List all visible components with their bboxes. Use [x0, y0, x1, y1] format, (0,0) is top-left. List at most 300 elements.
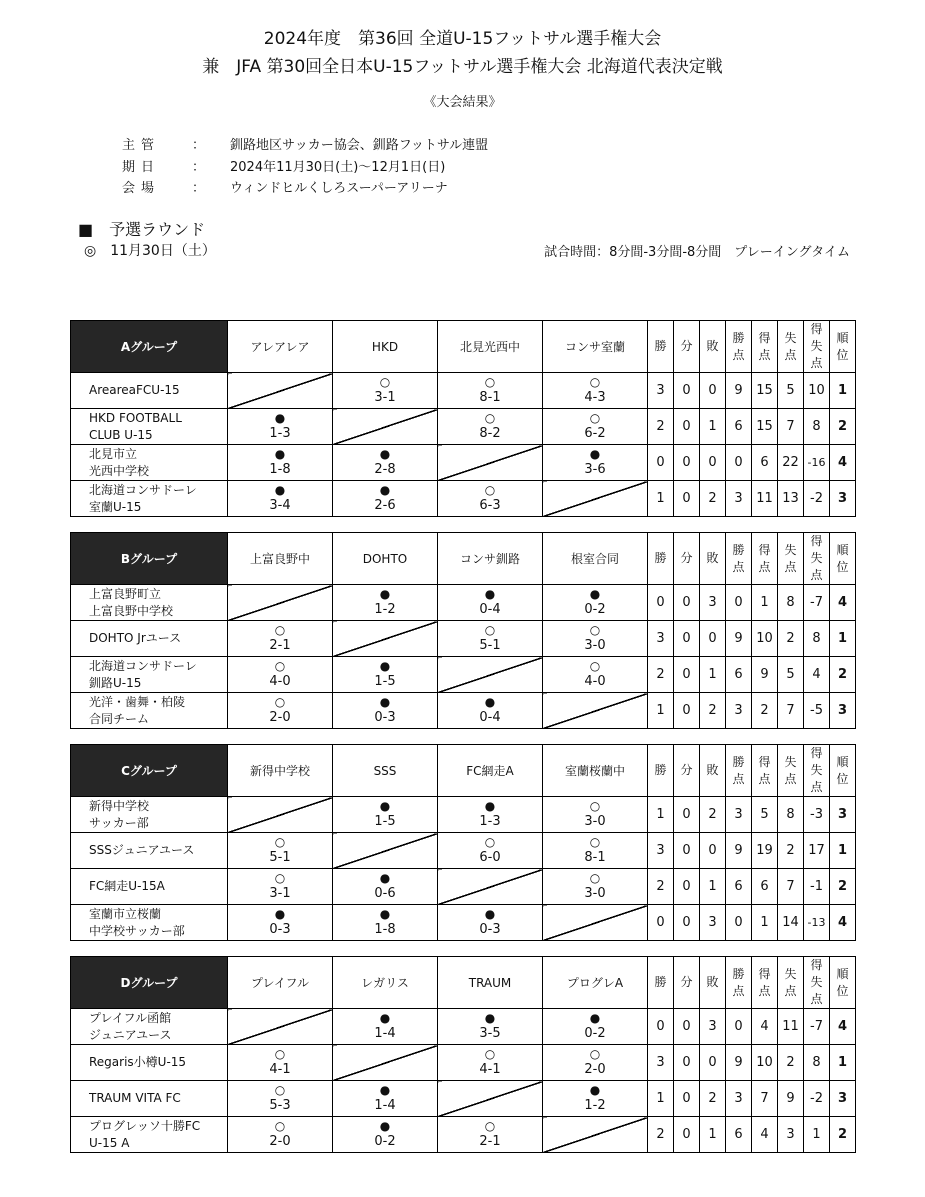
match-score: 5-3 — [269, 1098, 291, 1113]
stat-losses: 2 — [700, 797, 726, 833]
stat-draws: 0 — [674, 833, 700, 869]
stat-header-char: 点 — [784, 559, 797, 574]
match-score: 2-1 — [269, 638, 291, 653]
team-row — [71, 373, 856, 409]
stat-draws: 0 — [674, 657, 700, 693]
info-organizer — [122, 134, 488, 154]
match-result — [228, 481, 333, 517]
match-score: 1-2 — [374, 602, 396, 617]
match-result — [543, 657, 648, 693]
team-row — [71, 905, 856, 941]
match-result — [543, 833, 648, 869]
stat-losses: 1 — [700, 657, 726, 693]
stat-goals-against: 5 — [778, 373, 804, 409]
self-match-cell — [228, 585, 333, 621]
stat-header-gd — [804, 321, 830, 373]
team-name — [71, 905, 228, 941]
win-mark-icon: ○ — [274, 695, 286, 709]
match-score: 8-1 — [584, 850, 606, 865]
stat-header-char: 勝 — [732, 542, 745, 557]
team-name — [71, 797, 228, 833]
stat-header-char: 点 — [810, 992, 823, 1006]
win-mark-icon: ○ — [589, 799, 601, 813]
win-mark-icon: ○ — [589, 835, 601, 849]
stat-goals-against: 7 — [778, 693, 804, 729]
stat-wins: 1 — [648, 1081, 674, 1117]
match-result — [228, 445, 333, 481]
match-result — [438, 409, 543, 445]
match-score: 3-5 — [479, 1026, 501, 1041]
match-score: 2-1 — [479, 1134, 501, 1149]
stat-header-char: 得 — [810, 746, 823, 760]
win-mark-icon: ○ — [589, 659, 601, 673]
team-name — [71, 657, 228, 693]
loss-mark-icon: ● — [379, 1011, 391, 1025]
results-subtitle: 《大会結果》 — [423, 95, 502, 110]
stat-goal-difference: 8 — [804, 409, 830, 445]
loss-mark-icon: ● — [379, 483, 391, 497]
stat-header-points — [726, 321, 752, 373]
match-score: 2-0 — [584, 1062, 606, 1077]
stat-header-char: 得 — [810, 958, 823, 972]
stat-losses: 1 — [700, 409, 726, 445]
stat-points: 6 — [726, 869, 752, 905]
stat-header-draw: 分 — [674, 321, 700, 373]
stat-draws: 0 — [674, 409, 700, 445]
team-name-line: U-15 A — [89, 1135, 130, 1150]
stat-rank: 3 — [830, 797, 856, 833]
stat-goals-against: 7 — [778, 409, 804, 445]
match-result — [228, 621, 333, 657]
stat-wins: 2 — [648, 657, 674, 693]
opponent-header: コンサ釧路 — [438, 533, 543, 585]
stat-header-char: 点 — [732, 771, 745, 786]
stat-draws: 0 — [674, 1081, 700, 1117]
match-result — [438, 621, 543, 657]
self-match-cell — [543, 905, 648, 941]
match-score: 2-8 — [374, 462, 396, 477]
match-result — [543, 1009, 648, 1045]
stat-points: 9 — [726, 833, 752, 869]
stat-header-char: 点 — [758, 771, 771, 786]
stat-header-char: 位 — [836, 347, 849, 362]
team-name-line: 上富良野中学校 — [89, 603, 174, 618]
stat-wins: 0 — [648, 1009, 674, 1045]
match-result — [228, 1045, 333, 1081]
match-result — [543, 1081, 648, 1117]
win-mark-icon: ○ — [589, 411, 601, 425]
team-row — [71, 797, 856, 833]
info-value: 釧路地区サッカー協会、釧路フットサル連盟 — [230, 138, 489, 153]
stat-header-ga — [778, 533, 804, 585]
stat-draws: 0 — [674, 585, 700, 621]
self-match-cell — [438, 445, 543, 481]
stat-points: 3 — [726, 693, 752, 729]
win-mark-icon: ○ — [484, 835, 496, 849]
stat-goals-for: 11 — [752, 481, 778, 517]
stat-goals-for: 15 — [752, 409, 778, 445]
stat-wins: 3 — [648, 621, 674, 657]
stat-draws: 0 — [674, 797, 700, 833]
match-result — [333, 657, 438, 693]
opponent-header: 北見光西中 — [438, 321, 543, 373]
team-name-line: 釧路U-15 — [89, 675, 142, 690]
stat-header-char: 得 — [758, 754, 771, 769]
stat-header-char: 失 — [784, 542, 797, 557]
stat-losses: 0 — [700, 445, 726, 481]
stat-goal-difference: -7 — [804, 585, 830, 621]
group-table-c — [70, 744, 856, 941]
stat-rank: 3 — [830, 481, 856, 517]
stat-header-rank — [830, 957, 856, 1009]
match-result — [438, 693, 543, 729]
match-score: 3-1 — [269, 886, 291, 901]
match-result — [228, 1081, 333, 1117]
stat-draws: 0 — [674, 481, 700, 517]
match-score: 3-0 — [584, 886, 606, 901]
stat-wins: 1 — [648, 693, 674, 729]
stat-goals-for: 7 — [752, 1081, 778, 1117]
team-name-line: HKD FOOTBALL — [89, 410, 182, 425]
team-name-line: FC網走U-15A — [89, 879, 165, 893]
win-mark-icon: ○ — [274, 1047, 286, 1061]
stat-header-char: 点 — [732, 559, 745, 574]
team-row — [71, 621, 856, 657]
stat-header-gd — [804, 533, 830, 585]
match-score: 0-2 — [584, 1026, 606, 1041]
stat-losses: 0 — [700, 1045, 726, 1081]
match-result — [333, 445, 438, 481]
group-header-row — [71, 745, 856, 797]
match-score: 1-5 — [374, 814, 396, 829]
stat-goal-difference: 10 — [804, 373, 830, 409]
stat-goals-for: 6 — [752, 445, 778, 481]
team-name — [71, 693, 228, 729]
match-result — [543, 797, 648, 833]
team-name-line: 室蘭U-15 — [89, 499, 142, 514]
group-name: Cグループ — [71, 745, 228, 797]
match-score: 3-4 — [269, 498, 291, 513]
stat-points: 0 — [726, 445, 752, 481]
team-name-line: TRAUM VITA FC — [89, 1091, 181, 1105]
match-score: 0-6 — [374, 886, 396, 901]
match-result — [228, 905, 333, 941]
stat-header-loss: 敗 — [700, 321, 726, 373]
team-name-line: サッカー部 — [89, 815, 149, 830]
self-match-cell — [543, 1117, 648, 1153]
loss-mark-icon: ● — [379, 871, 391, 885]
stat-rank: 4 — [830, 445, 856, 481]
match-result — [543, 1045, 648, 1081]
stat-goal-difference: 4 — [804, 657, 830, 693]
stat-points: 9 — [726, 621, 752, 657]
stat-goals-against: 8 — [778, 585, 804, 621]
match-result — [228, 833, 333, 869]
stat-goals-for: 2 — [752, 693, 778, 729]
stat-header-char: 得 — [810, 534, 823, 548]
stat-header-gf — [752, 745, 778, 797]
loss-mark-icon: ● — [484, 587, 496, 601]
team-name-line: ジュニアユース — [89, 1027, 172, 1042]
stat-header-char: 失 — [784, 966, 797, 981]
group-header-row — [71, 957, 856, 1009]
stat-header-ga — [778, 745, 804, 797]
loss-mark-icon: ● — [379, 907, 391, 921]
group-name: Bグループ — [71, 533, 228, 585]
stat-goals-against: 2 — [778, 833, 804, 869]
stat-header-char: 点 — [784, 983, 797, 998]
stat-goal-difference: -7 — [804, 1009, 830, 1045]
stat-losses: 3 — [700, 1009, 726, 1045]
match-result — [333, 373, 438, 409]
team-name — [71, 869, 228, 905]
group-table-b — [70, 532, 856, 729]
info-colon: ： — [192, 160, 206, 175]
stat-goal-difference: -13 — [804, 905, 830, 941]
win-mark-icon: ○ — [589, 375, 601, 389]
stat-points: 6 — [726, 409, 752, 445]
stat-header-char: 点 — [810, 356, 823, 370]
stat-wins: 1 — [648, 481, 674, 517]
stat-goal-difference: -5 — [804, 693, 830, 729]
stat-header-loss: 敗 — [700, 745, 726, 797]
win-mark-icon: ○ — [484, 1047, 496, 1061]
win-mark-icon: ○ — [484, 375, 496, 389]
match-result — [333, 1009, 438, 1045]
stat-header-char: 勝 — [732, 330, 745, 345]
team-name-line: 新得中学校 — [89, 798, 150, 813]
group-name: Dグループ — [71, 957, 228, 1009]
stat-rank: 4 — [830, 905, 856, 941]
stat-header-char: 失 — [810, 975, 823, 989]
match-score: 4-0 — [584, 674, 606, 689]
info-venue — [122, 177, 448, 197]
match-score: 1-2 — [584, 1098, 606, 1113]
match-result — [438, 585, 543, 621]
stat-goals-against: 2 — [778, 621, 804, 657]
team-name-line: 合同チーム — [89, 711, 150, 726]
win-mark-icon: ○ — [379, 375, 391, 389]
info-label: 主管 — [122, 138, 161, 153]
win-mark-icon: ○ — [274, 1083, 286, 1097]
stat-header-loss: 敗 — [700, 957, 726, 1009]
stat-goals-against: 22 — [778, 445, 804, 481]
stat-rank: 1 — [830, 621, 856, 657]
match-result — [438, 1045, 543, 1081]
win-mark-icon: ○ — [274, 871, 286, 885]
stat-goal-difference: -16 — [804, 445, 830, 481]
stat-header-gf — [752, 533, 778, 585]
stat-goals-for: 10 — [752, 1045, 778, 1081]
stat-goal-difference: 1 — [804, 1117, 830, 1153]
info-colon: ： — [192, 138, 206, 153]
match-result — [438, 833, 543, 869]
match-score: 3-0 — [584, 814, 606, 829]
match-score: 6-3 — [479, 498, 501, 513]
self-match-cell — [333, 409, 438, 445]
team-name-line: 室蘭市立桜蘭 — [89, 906, 162, 921]
stat-header-ga — [778, 321, 804, 373]
stat-header-char: 点 — [784, 771, 797, 786]
stat-header-char: 点 — [810, 568, 823, 582]
team-row — [71, 1081, 856, 1117]
stat-header-char: 点 — [758, 347, 771, 362]
loss-mark-icon: ● — [379, 659, 391, 673]
team-name — [71, 621, 228, 657]
title-line-1: 2024年度 第36回 全道U-15フットサル選手権大会 — [263, 29, 662, 49]
match-score: 1-8 — [374, 922, 396, 937]
stat-goals-against: 9 — [778, 1081, 804, 1117]
opponent-header: FC網走A — [438, 745, 543, 797]
opponent-header: アレアレア — [228, 321, 333, 373]
opponent-header: 新得中学校 — [228, 745, 333, 797]
opponent-header: SSS — [333, 745, 438, 797]
self-match-cell — [438, 1081, 543, 1117]
match-result — [333, 1081, 438, 1117]
match-score: 0-3 — [269, 922, 291, 937]
stat-rank: 2 — [830, 869, 856, 905]
match-score: 6-0 — [479, 850, 501, 865]
stat-losses: 2 — [700, 481, 726, 517]
stat-header-points — [726, 533, 752, 585]
opponent-header: レガリス — [333, 957, 438, 1009]
stat-header-points — [726, 745, 752, 797]
stat-rank: 4 — [830, 1009, 856, 1045]
info-value: ウィンドヒルくしろスーパーアリーナ — [230, 181, 448, 196]
stat-draws: 0 — [674, 445, 700, 481]
stat-points: 6 — [726, 1117, 752, 1153]
self-match-cell — [438, 869, 543, 905]
stat-header-char: 得 — [810, 322, 823, 336]
match-score: 4-1 — [269, 1062, 291, 1077]
match-result — [333, 869, 438, 905]
match-score: 1-3 — [269, 426, 291, 441]
match-score: 0-3 — [374, 710, 396, 725]
stat-header-draw: 分 — [674, 957, 700, 1009]
match-score: 1-4 — [374, 1026, 396, 1041]
stat-goal-difference: -1 — [804, 869, 830, 905]
opponent-header: 室蘭桜蘭中 — [543, 745, 648, 797]
stat-rank: 2 — [830, 657, 856, 693]
team-name — [71, 833, 228, 869]
match-score: 5-1 — [269, 850, 291, 865]
stat-goals-against: 14 — [778, 905, 804, 941]
stat-wins: 1 — [648, 797, 674, 833]
opponent-header: DOHTO — [333, 533, 438, 585]
stat-header-char: 点 — [784, 347, 797, 362]
team-name — [71, 373, 228, 409]
team-name — [71, 1045, 228, 1081]
stat-header-gd — [804, 957, 830, 1009]
team-name — [71, 409, 228, 445]
stat-points: 0 — [726, 585, 752, 621]
stat-goals-against: 3 — [778, 1117, 804, 1153]
stat-points: 0 — [726, 1009, 752, 1045]
stat-header-char: 点 — [810, 780, 823, 794]
match-result — [228, 869, 333, 905]
stat-goals-for: 4 — [752, 1117, 778, 1153]
stat-goals-for: 19 — [752, 833, 778, 869]
stat-header-gd — [804, 745, 830, 797]
stat-goals-against: 2 — [778, 1045, 804, 1081]
team-row — [71, 1009, 856, 1045]
info-colon: ： — [192, 181, 206, 196]
info-dates — [122, 156, 445, 176]
team-name — [71, 585, 228, 621]
match-result — [333, 693, 438, 729]
loss-mark-icon: ● — [274, 907, 286, 921]
stat-losses: 3 — [700, 585, 726, 621]
stat-wins: 2 — [648, 409, 674, 445]
self-match-cell — [228, 797, 333, 833]
info-label: 期日 — [122, 160, 161, 175]
match-score: 2-0 — [269, 1134, 291, 1149]
loss-mark-icon: ● — [274, 411, 286, 425]
team-row — [71, 657, 856, 693]
stat-header-char: 失 — [810, 339, 823, 353]
stat-rank: 1 — [830, 1045, 856, 1081]
self-match-cell — [333, 621, 438, 657]
win-mark-icon: ○ — [484, 623, 496, 637]
match-score: 8-1 — [479, 390, 501, 405]
loss-mark-icon: ● — [379, 447, 391, 461]
stat-losses: 2 — [700, 693, 726, 729]
match-result — [543, 445, 648, 481]
group-table-d — [70, 956, 856, 1153]
stat-wins: 2 — [648, 1117, 674, 1153]
stat-wins: 3 — [648, 1045, 674, 1081]
match-result — [228, 1117, 333, 1153]
win-mark-icon: ○ — [274, 659, 286, 673]
stat-header-char: 勝 — [732, 966, 745, 981]
stat-rank: 4 — [830, 585, 856, 621]
stat-losses: 0 — [700, 373, 726, 409]
stat-header-ga — [778, 957, 804, 1009]
team-name — [71, 1117, 228, 1153]
team-row — [71, 1045, 856, 1081]
loss-mark-icon: ● — [484, 1011, 496, 1025]
self-match-cell — [228, 1009, 333, 1045]
win-mark-icon: ○ — [589, 623, 601, 637]
opponent-header: プログレA — [543, 957, 648, 1009]
stat-header-draw: 分 — [674, 745, 700, 797]
loss-mark-icon: ● — [379, 799, 391, 813]
win-mark-icon: ○ — [274, 835, 286, 849]
team-name — [71, 445, 228, 481]
opponent-header: TRAUM — [438, 957, 543, 1009]
match-score: 1-3 — [479, 814, 501, 829]
stat-header-char: 点 — [732, 983, 745, 998]
stat-points: 9 — [726, 1045, 752, 1081]
team-name-line: 光西中学校 — [89, 463, 150, 478]
group-name: Aグループ — [71, 321, 228, 373]
match-score: 5-1 — [479, 638, 501, 653]
info-value: 2024年11月30日(土)～12月1日(日) — [230, 160, 446, 175]
team-row — [71, 409, 856, 445]
stat-header-char: 順 — [836, 542, 849, 557]
team-row — [71, 1117, 856, 1153]
match-result — [333, 585, 438, 621]
group-header-row — [71, 533, 856, 585]
loss-mark-icon: ● — [274, 483, 286, 497]
stat-goal-difference: -2 — [804, 1081, 830, 1117]
stat-goals-against: 7 — [778, 869, 804, 905]
match-result — [543, 869, 648, 905]
match-score: 4-1 — [479, 1062, 501, 1077]
team-name-line: AreareaFCU-15 — [89, 383, 180, 397]
loss-mark-icon: ● — [484, 799, 496, 813]
match-score: 0-4 — [479, 710, 501, 725]
